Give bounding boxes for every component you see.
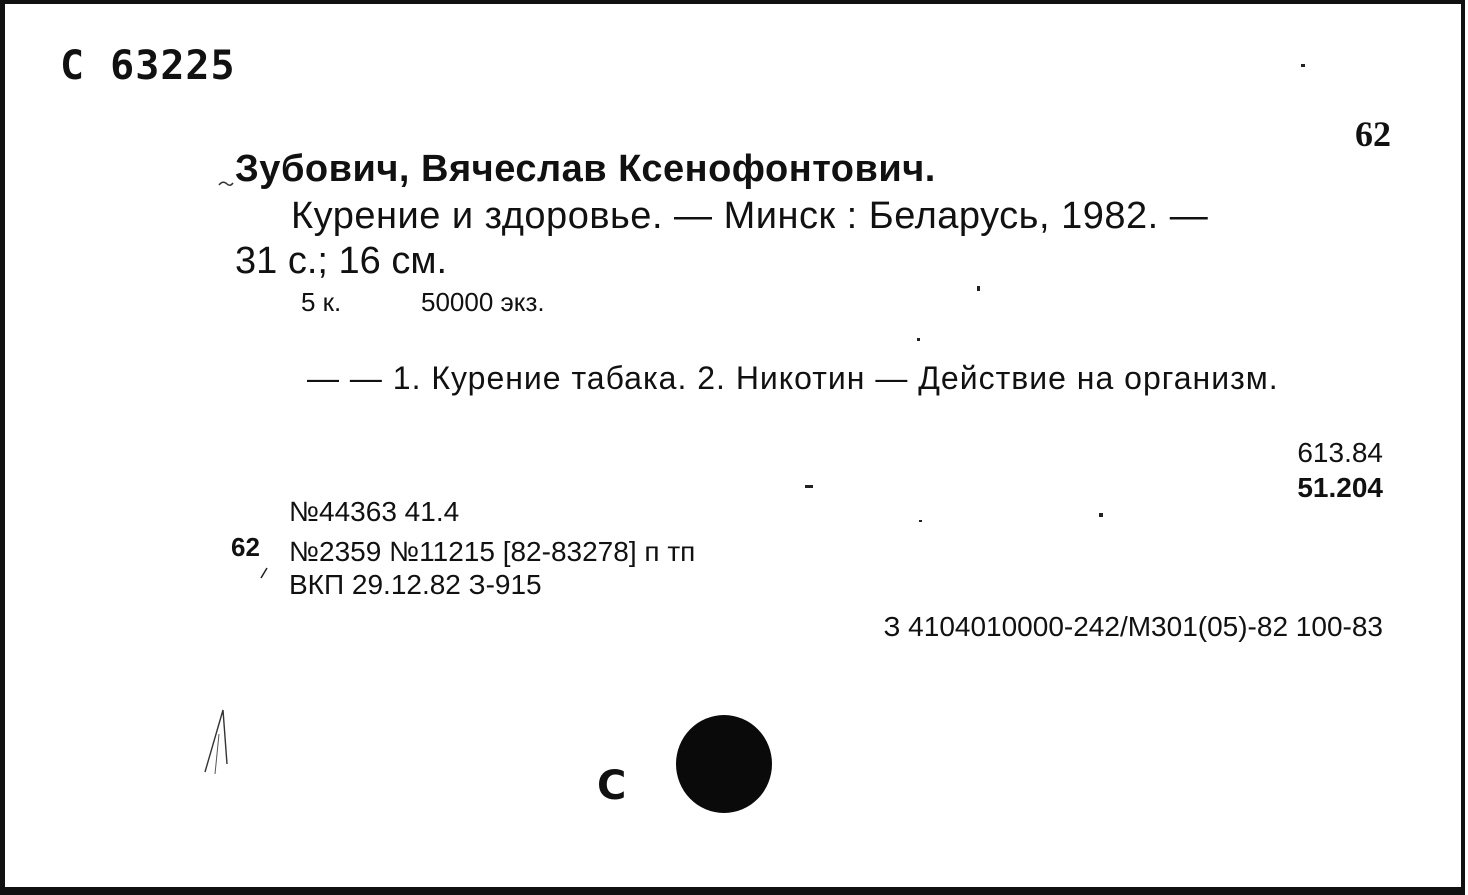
punch-hole [676, 715, 772, 813]
corner-number: 62 [1355, 114, 1391, 154]
speck [919, 520, 922, 522]
physical-description: 31 с.; 16 см. [235, 240, 448, 282]
call-number: C 63225 [60, 43, 236, 89]
subject-headings: — — 1. Курение табака. 2. Никотин — Действие на организм. [307, 360, 1279, 396]
margin-number: 62 [231, 532, 260, 562]
price: 5 к. [301, 287, 342, 317]
accession-line: ВКП 29.12.82 З-915 [289, 569, 542, 600]
accession-line: №2359 №11215 [82-83278] п тп [289, 536, 696, 567]
accession-line: №44363 41.4 [289, 496, 460, 527]
bottom-letter: С [597, 763, 627, 809]
speck [805, 485, 813, 488]
pencil-tick-icon [259, 566, 269, 580]
publisher-code: З 4104010000-242/М301(05)-82 100-83 [883, 611, 1383, 642]
speck [977, 286, 980, 291]
author-mark-icon [217, 176, 235, 190]
pencil-mark-icon [201, 704, 241, 784]
print-run: 50000 экз. [421, 287, 545, 317]
classification-number: 51.204 [1297, 472, 1383, 503]
author-heading: Зубович, Вячеслав Ксенофонтович. [235, 148, 936, 190]
speck [917, 338, 920, 341]
speck [1301, 64, 1305, 67]
classification-number: 613.84 [1297, 437, 1383, 468]
title-statement: Курение и здоровье. — Минск : Беларусь, 1982. — [291, 195, 1209, 237]
speck [1099, 513, 1103, 517]
